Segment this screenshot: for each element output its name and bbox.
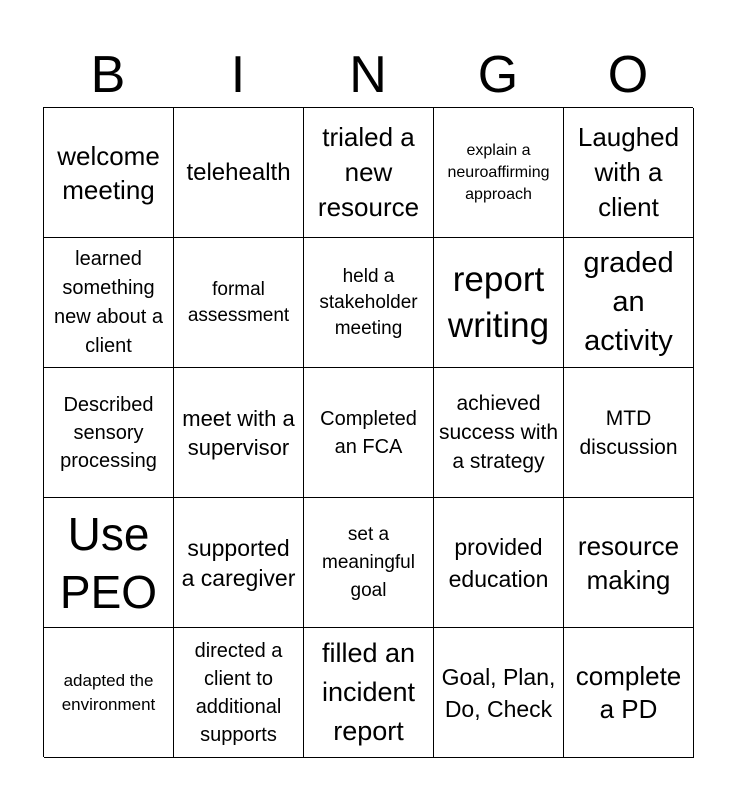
cell-text: Described sensory processing bbox=[60, 393, 157, 472]
header-letter-o: O bbox=[607, 46, 649, 104]
cell-text: meet with a supervisor bbox=[182, 405, 295, 460]
bingo-cell[interactable] bbox=[174, 368, 304, 498]
cell-text: formal assessment bbox=[187, 278, 290, 326]
cell-text: telehealth bbox=[186, 158, 291, 186]
cell-text: achieved success with a strategy bbox=[438, 392, 559, 473]
cell-text: graded an activity bbox=[583, 247, 674, 357]
cell-text: Laughed with a client bbox=[577, 122, 680, 222]
bingo-cell[interactable] bbox=[564, 238, 694, 368]
bingo-cell[interactable] bbox=[434, 628, 564, 758]
bingo-cell[interactable] bbox=[174, 628, 304, 758]
cell-text: directed a client to additional supports bbox=[194, 639, 283, 746]
cell-text: provided education bbox=[448, 533, 549, 592]
bingo-cell[interactable] bbox=[304, 108, 434, 238]
bingo-cell[interactable] bbox=[44, 368, 174, 498]
cell-text: learned something new about a client bbox=[54, 247, 163, 357]
cell-text: held a stakeholder meeting bbox=[319, 265, 418, 339]
bingo-cell[interactable] bbox=[564, 108, 694, 238]
cell-text: report writing bbox=[447, 259, 550, 345]
bingo-cell[interactable] bbox=[434, 108, 564, 238]
header-letter-i: I bbox=[230, 46, 246, 104]
cell-text: Use PEO bbox=[59, 507, 158, 618]
bingo-cell[interactable] bbox=[174, 238, 304, 368]
cell-text: resource making bbox=[577, 530, 680, 595]
bingo-cell[interactable] bbox=[434, 498, 564, 628]
cell-text: Completed an FCA bbox=[320, 407, 417, 458]
cell-text: MTD discussion bbox=[579, 406, 678, 459]
bingo-cell[interactable] bbox=[44, 628, 174, 758]
bingo-cell[interactable] bbox=[174, 498, 304, 628]
bingo-cell[interactable] bbox=[44, 108, 174, 238]
bingo-cell[interactable] bbox=[44, 238, 174, 368]
bingo-cell[interactable] bbox=[564, 368, 694, 498]
cell-text: Goal, Plan, Do, Check bbox=[441, 663, 556, 722]
header-letter-b: B bbox=[90, 46, 126, 104]
bingo-header bbox=[43, 42, 693, 108]
cell-text: complete a PD bbox=[575, 660, 682, 724]
bingo-cell[interactable] bbox=[304, 628, 434, 758]
bingo-grid bbox=[43, 107, 693, 757]
cell-text: welcome meeting bbox=[57, 140, 160, 205]
header-letter-n: N bbox=[349, 46, 387, 104]
cell-text: explain a neuroaffirming approach bbox=[447, 141, 550, 203]
bingo-cell[interactable] bbox=[174, 108, 304, 238]
cell-text: filled an incident report bbox=[321, 638, 416, 746]
bingo-cell[interactable] bbox=[44, 498, 174, 628]
bingo-cell[interactable] bbox=[564, 498, 694, 628]
cell-text: set a meaningful goal bbox=[322, 523, 415, 601]
bingo-cell[interactable] bbox=[564, 628, 694, 758]
bingo-cell[interactable] bbox=[434, 368, 564, 498]
bingo-cell[interactable] bbox=[304, 238, 434, 368]
header-letter-g: G bbox=[477, 46, 519, 104]
cell-text: adapted the environment bbox=[61, 670, 156, 714]
bingo-cell[interactable] bbox=[434, 238, 564, 368]
bingo-cell[interactable] bbox=[304, 498, 434, 628]
cell-text: trialed a new resource bbox=[317, 122, 420, 222]
bingo-cell[interactable] bbox=[304, 368, 434, 498]
cell-text: supported a caregiver bbox=[181, 534, 296, 591]
